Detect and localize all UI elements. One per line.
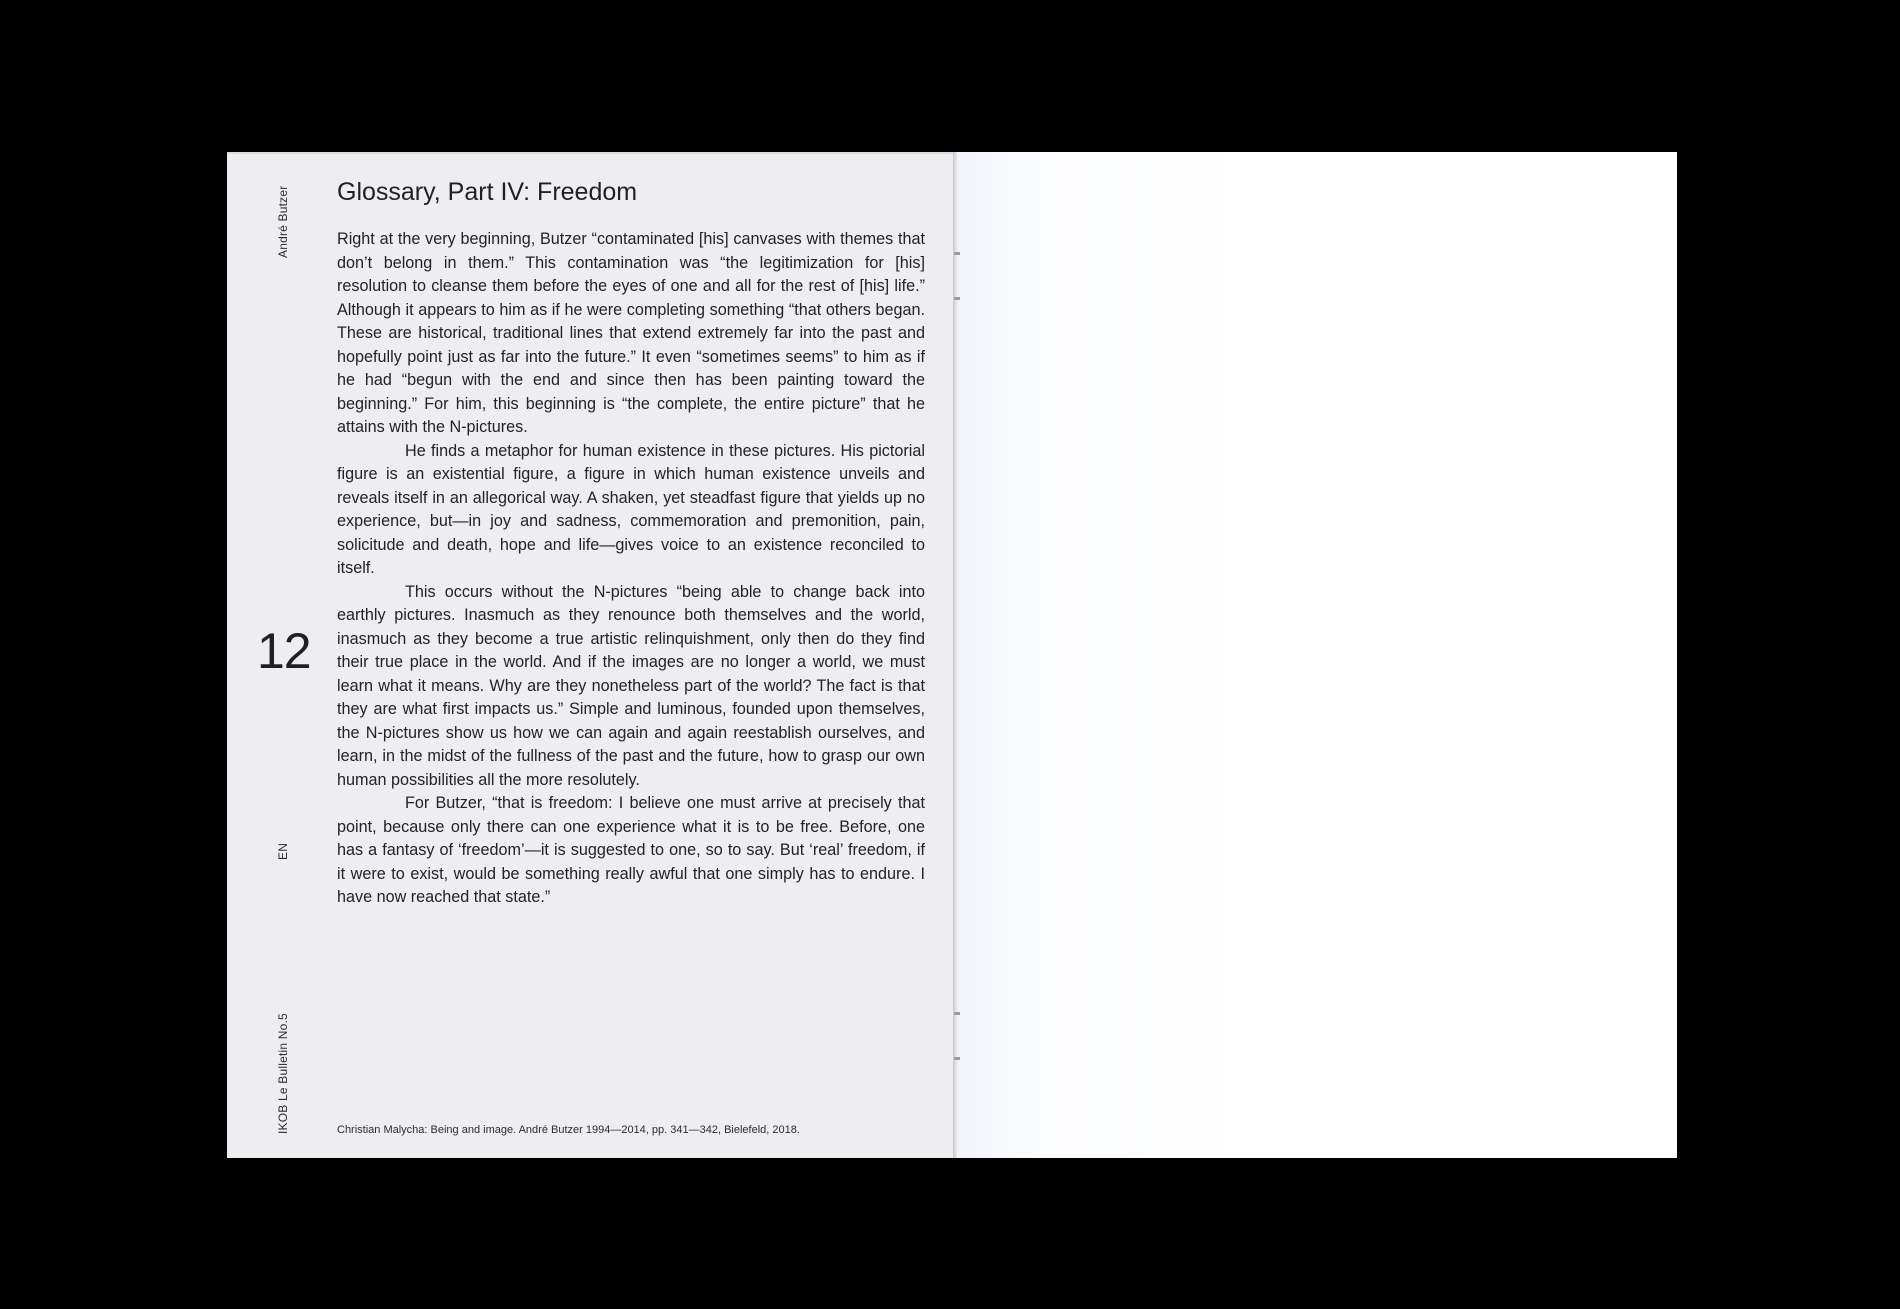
language-code: EN <box>276 842 290 860</box>
publication-name: IKOB Le Bulletin No.5 <box>276 1013 290 1134</box>
footnote-citation: Christian Malycha: Being and image. André Butzer 1994—2014, pp. 341—342, Bielefeld, 2018. <box>337 1124 800 1136</box>
running-head-author: André Butzer <box>276 185 290 258</box>
right-page-blank <box>957 152 1677 1158</box>
paragraph-4: For Butzer, “that is freedom: I believe one must arrive at precisely that point, because only there can one experience what it is to be free. Before, one has a fantasy of ‘freedom’—it is suggested to one, so to say. But ‘real’ freedom, if it were to exist, would be something really awful that one simply has to endure. I have now reached that state.” <box>337 794 925 906</box>
article-body <box>337 228 925 910</box>
paragraph-1: Right at the very beginning, Butzer “contaminated [his] canvases with themes that don’t belong in them.” This contamination was “the legitimization for [his] resolution to cleanse them before the eyes of one and all for the rest of [his] life.” Although it appears to him as if he were completing something “that others began. These are historical, traditional lines that extend extremely far into the past and hopefully point just as far into the future.” It even “sometimes seems” to him as if he had “begun with the end and since then has been painting toward the beginning.” For him, this beginning is “the complete, the entire picture” that he attains with the N-pictures. <box>337 230 925 436</box>
paragraph-3: This occurs without the N-pictures “being able to change back into earthly pictures. Inasmuch as they renounce both themselves and the world, inasmuch as they become a true artistic relinquishment, only then do they find their true place in the world. And if the images are no longer a world, we must learn what it means. Why are they nonetheless part of the world? The fact is that they are what first impacts us.” Simple and luminous, founded upon themselves, the N-pictures show us how we can again and again reestablish ourselves, and learn, in the midst of the fullness of the past and the future, how to grasp our own human possibilities all the more resolutely. <box>337 582 925 789</box>
staple-mark-bottom <box>954 1057 960 1060</box>
page-title: Glossary, Part IV: Freedom <box>337 178 638 206</box>
booklet-spread <box>227 152 1677 1158</box>
page-number: 12 <box>257 623 311 679</box>
staple-mark-upper <box>954 297 960 300</box>
left-page <box>227 152 953 1158</box>
staple-mark-lower <box>954 1012 960 1015</box>
staple-mark-top <box>954 252 960 255</box>
paragraph-2: He finds a metaphor for human existence in these pictures. His pictorial figure is an existential figure, a figure in which human existence unveils and reveals itself in an allegorical way. A shaken, yet steadfast figure that yields up no experience, but—in joy and sadness, commemoration and premonition, pain, solicitude and death, hope and life—gives voice to an existence reconciled to itself. <box>337 441 925 577</box>
